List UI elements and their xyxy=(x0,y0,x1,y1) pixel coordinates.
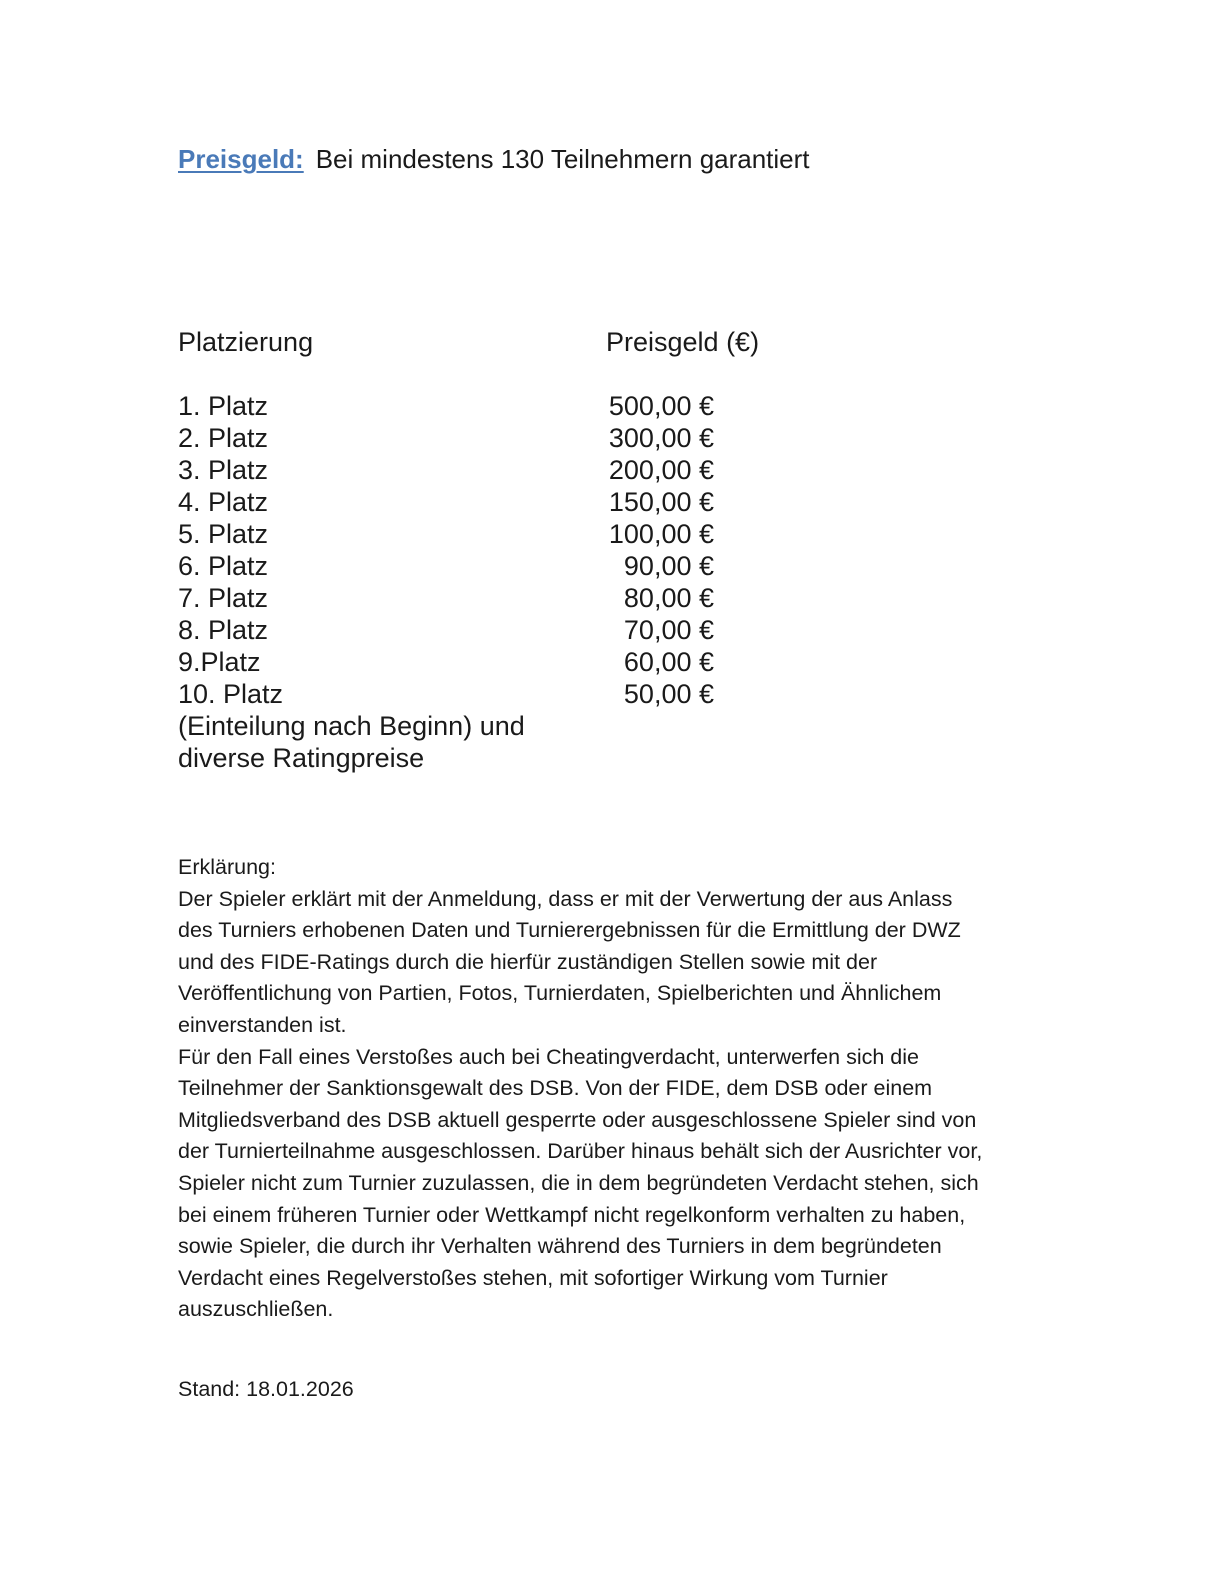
prize-amount-cell: 80,00 € xyxy=(623,583,714,613)
declaration-line: Spieler nicht zum Turnier zuzulassen, die in dem begründeten Verdacht stehen, sich xyxy=(178,1170,979,1195)
prize-table xyxy=(178,326,759,710)
prize-amount-cell: 50,00 € xyxy=(623,679,714,709)
header-prize-money: Preisgeld (€) xyxy=(606,327,760,357)
prize-amount-cell: 100,00 € xyxy=(608,519,714,549)
table-row xyxy=(178,454,759,486)
placement-cell: 1. Platz xyxy=(178,391,269,421)
declaration-line: Mitgliedsverband des DSB aktuell gesperrte oder ausgeschlossene Spieler sind von xyxy=(178,1107,977,1132)
table-row xyxy=(178,614,759,646)
prize-amount-cell: 90,00 € xyxy=(623,551,714,581)
table-row xyxy=(178,550,759,582)
declaration-line: Verdacht eines Regelverstoßes stehen, mit sofortiger Wirkung vom Turnier xyxy=(178,1265,888,1290)
declaration-line: Veröffentlichung von Partien, Fotos, Turnierdaten, Spielberichten und Ähnlichem xyxy=(178,981,942,1006)
prize-amount-cell: 200,00 € xyxy=(608,455,714,485)
prize-amount-cell: 60,00 € xyxy=(623,647,714,677)
prize-money-link[interactable]: Preisgeld: xyxy=(178,144,304,174)
prize-amount-cell: 500,00 € xyxy=(608,391,714,421)
declaration-text xyxy=(178,884,1078,1326)
placement-cell: 10. Platz xyxy=(178,679,284,709)
rating-prizes-note xyxy=(178,710,525,774)
declaration-line: des Turniers erhobenen Daten und Turnierergebnissen für die Ermittlung der DWZ xyxy=(178,918,961,943)
prize-amount-cell: 70,00 € xyxy=(623,615,714,645)
header-placement: Platzierung xyxy=(178,327,314,357)
placement-cell: 5. Platz xyxy=(178,519,269,549)
prize-amount-cell: 150,00 € xyxy=(608,487,714,517)
declaration-line: Teilnehmer der Sanktionsgewalt des DSB. Von der FIDE, dem DSB oder einem xyxy=(178,1076,933,1101)
declaration-line: Der Spieler erklärt mit der Anmeldung, dass er mit der Verwertung der aus Anlass xyxy=(178,886,953,911)
declaration-line: bei einem früheren Turnier oder Wettkampf nicht regelkonform verhalten zu haben, xyxy=(178,1202,966,1227)
placement-cell: 9.Platz xyxy=(178,647,261,677)
prize-amount-cell: 300,00 € xyxy=(608,423,714,453)
declaration-line: einverstanden ist. xyxy=(178,1012,347,1037)
declaration-line: sowie Spieler, die durch ihr Verhalten während des Turniers in dem begründeten xyxy=(178,1234,942,1259)
placement-cell: 2. Platz xyxy=(178,423,269,453)
declaration-line: Für den Fall eines Verstoßes auch bei Cheatingverdacht, unterwerfen sich die xyxy=(178,1044,919,1069)
table-header-row xyxy=(178,326,759,358)
declaration-line: und des FIDE-Ratings durch die hierfür zuständigen Stellen sowie mit der xyxy=(178,949,878,974)
table-row xyxy=(178,390,759,422)
declaration-title: Erklärung: xyxy=(178,855,276,879)
placement-cell: 8. Platz xyxy=(178,615,269,645)
table-row xyxy=(178,678,759,710)
prize-guarantee-text: Bei mindestens 130 Teilnehmern garantiert xyxy=(315,144,810,174)
placement-cell: 6. Platz xyxy=(178,551,269,581)
placement-cell: 3. Platz xyxy=(178,455,269,485)
table-row xyxy=(178,646,759,678)
declaration-section xyxy=(178,852,1078,1326)
table-row xyxy=(178,486,759,518)
note-line: diverse Ratingpreise xyxy=(178,743,425,773)
table-row xyxy=(178,582,759,614)
table-spacer xyxy=(178,358,759,390)
table-row xyxy=(178,422,759,454)
table-row xyxy=(178,518,759,550)
placement-cell: 7. Platz xyxy=(178,583,269,613)
prize-heading xyxy=(178,142,810,176)
placement-cell: 4. Platz xyxy=(178,487,269,517)
stand-date: Stand: 18.01.2026 xyxy=(178,1377,354,1401)
note-line: (Einteilung nach Beginn) und xyxy=(178,711,525,741)
declaration-line: der Turnierteilnahme ausgeschlossen. Darüber hinaus behält sich der Ausrichter vor, xyxy=(178,1139,983,1164)
prize-rows xyxy=(178,390,759,710)
declaration-line: auszuschließen. xyxy=(178,1297,334,1322)
